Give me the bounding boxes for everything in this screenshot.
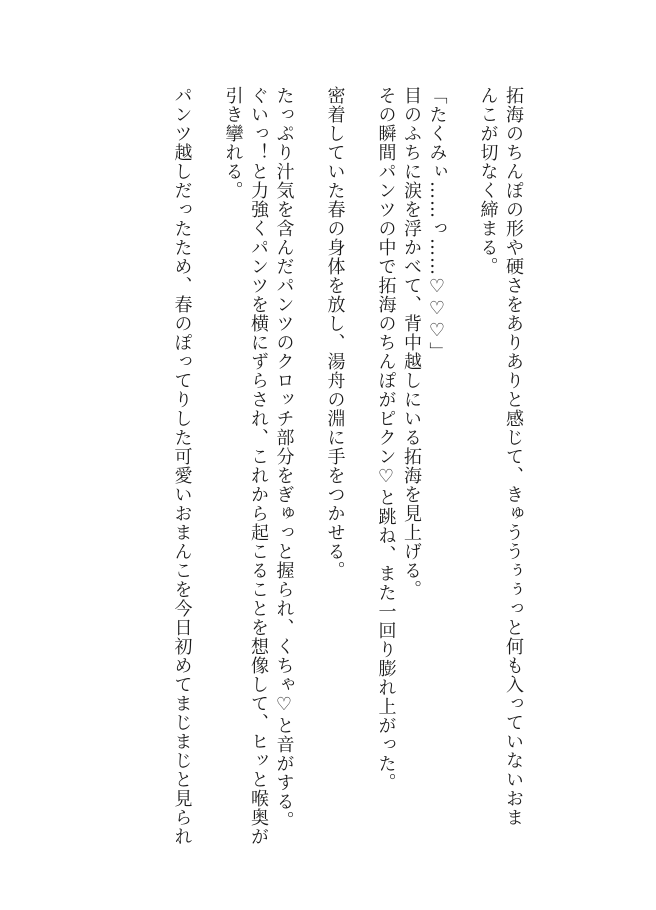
text-line: その瞬間パンツの中で拓海のちんぽがピクン♡と跳ね、また一回り膨れ上がった。 [375,86,397,792]
blank-line [348,86,374,826]
blank-line [450,86,476,826]
vertical-text-body [169,86,526,846]
text-line: んこが切なく締まる。 [477,86,499,276]
text-line: 拓海のちんぽの形や硬さをありありと感じて、きゅううぅぅっと何も入っていないおま [503,86,524,827]
text-line: 「たくみぃ……っ……♡♡♡」 [426,86,448,361]
text-line: 引き攣れる。 [222,86,244,200]
blank-line [297,86,323,826]
text-line: ぐいっ！と力強くパンツを横にずらされ、これから起こることを想像して、ヒッと喉奥が [248,86,269,846]
text-line: たっぷり汁気を含んだパンツのクロッチ部分をぎゅっと握られ、くちゃ♡と音がする。 [273,86,295,830]
text-line: パンツ越しだったため、春のぽってりした可愛いおまんこを今日初めてまじまじと見られ [171,86,193,846]
text-line: 目のふちに涙を浮かべて、背中越しにいる拓海を見上げる。 [401,86,422,599]
text-line: 密着していた春の身体を放し、湯舟の淵に手をつかせる。 [324,86,346,580]
blank-line [195,86,221,826]
